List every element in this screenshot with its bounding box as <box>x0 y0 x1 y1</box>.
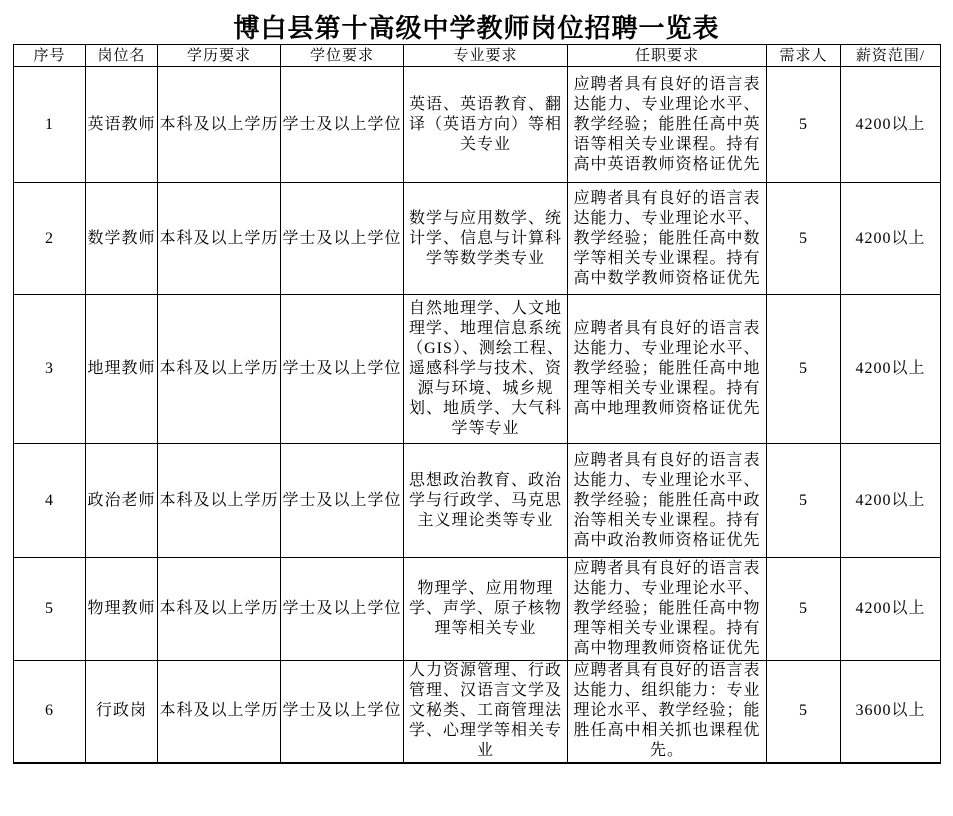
cell-major: 自然地理学、人文地理学、地理信息系统（GIS）、测绘工程、遥感科学与技术、资源与环境、城乡规划、地质学、大气科学等专业 <box>404 295 568 444</box>
page-title: 博白县第十高级中学教师岗位招聘一览表 <box>233 13 720 43</box>
cell-degree: 学士及以上学位 <box>281 444 404 558</box>
cell-headcount: 5 <box>767 295 841 444</box>
table-row <box>14 661 941 763</box>
col-header-education: 学历要求 <box>158 45 281 67</box>
cell-degree: 学士及以上学位 <box>281 661 404 763</box>
table-row <box>14 295 941 444</box>
cell-position: 地理教师 <box>86 295 158 444</box>
cell-degree: 学士及以上学位 <box>281 558 404 661</box>
table-row <box>14 67 941 183</box>
cell-major: 思想政治教育、政治学与行政学、马克思主义理论类等专业 <box>404 444 568 558</box>
cell-position: 物理教师 <box>86 558 158 661</box>
table-row <box>14 558 941 661</box>
cell-index: 3 <box>14 295 86 444</box>
cell-education: 本科及以上学历 <box>158 295 281 444</box>
cell-headcount: 5 <box>767 67 841 183</box>
cell-major: 人力资源管理、行政管理、汉语言文学及文秘类、工商管理法学、心理学等相关专业 <box>404 661 568 763</box>
col-header-index: 序号 <box>14 45 86 67</box>
table-header-row <box>14 45 941 67</box>
cell-major: 英语、英语教育、翻译（英语方向）等相关专业 <box>404 67 568 183</box>
cell-index: 6 <box>14 661 86 763</box>
cell-major: 数学与应用数学、统计学、信息与计算科学等数学类专业 <box>404 183 568 295</box>
cell-headcount: 5 <box>767 661 841 763</box>
cell-education: 本科及以上学历 <box>158 67 281 183</box>
cell-duty: 应聘者具有良好的语言表达能力、专业理论水平、教学经验；能胜任高中数学等相关专业课程。持有高中数学教师资格证优先 <box>568 183 767 295</box>
cell-position: 英语教师 <box>86 67 158 183</box>
table-row <box>14 183 941 295</box>
cell-index: 2 <box>14 183 86 295</box>
recruitment-table <box>13 44 941 764</box>
cell-index: 4 <box>14 444 86 558</box>
cell-duty: 应聘者具有良好的语言表达能力、专业理论水平、教学经验；能胜任高中地理等相关专业课程。持有高中地理教师资格证优先 <box>568 295 767 444</box>
cell-education: 本科及以上学历 <box>158 183 281 295</box>
cell-salary: 3600以上 <box>841 661 941 763</box>
cell-duty: 应聘者具有良好的语言表达能力、专业理论水平、教学经验；能胜任高中英语等相关专业课程。持有高中英语教师资格证优先 <box>568 67 767 183</box>
cell-position: 政治老师 <box>86 444 158 558</box>
cell-duty: 应聘者具有良好的语言表达能力、组织能力：专业理论水平、教学经验；能胜任高中相关抓也课程优先。 <box>568 661 767 763</box>
cell-headcount: 5 <box>767 183 841 295</box>
cell-headcount: 5 <box>767 558 841 661</box>
cell-headcount: 5 <box>767 444 841 558</box>
col-header-degree: 学位要求 <box>281 45 404 67</box>
cell-index: 1 <box>14 67 86 183</box>
cell-duty: 应聘者具有良好的语言表达能力、专业理论水平、教学经验；能胜任高中物理等相关专业课程。持有高中物理教师资格证优先 <box>568 558 767 661</box>
cell-duty: 应聘者具有良好的语言表达能力、专业理论水平、教学经验；能胜任高中政治等相关专业课程。持有高中政治教师资格证优先 <box>568 444 767 558</box>
cell-salary: 4200以上 <box>841 67 941 183</box>
col-header-major: 专业要求 <box>404 45 568 67</box>
cell-index: 5 <box>14 558 86 661</box>
cell-salary: 4200以上 <box>841 558 941 661</box>
cell-degree: 学士及以上学位 <box>281 67 404 183</box>
cell-salary: 4200以上 <box>841 183 941 295</box>
cell-degree: 学士及以上学位 <box>281 183 404 295</box>
cell-major: 物理学、应用物理学、声学、原子核物理等相关专业 <box>404 558 568 661</box>
cell-education: 本科及以上学历 <box>158 661 281 763</box>
col-header-position: 岗位名 <box>86 45 158 67</box>
col-header-headcount: 需求人 <box>767 45 841 67</box>
cell-degree: 学士及以上学位 <box>281 295 404 444</box>
cell-salary: 4200以上 <box>841 295 941 444</box>
table-row <box>14 444 941 558</box>
col-header-duty: 任职要求 <box>568 45 767 67</box>
cell-position: 行政岗 <box>86 661 158 763</box>
cell-salary: 4200以上 <box>841 444 941 558</box>
col-header-salary: 薪资范围/ <box>841 45 941 67</box>
cell-position: 数学教师 <box>86 183 158 295</box>
cell-education: 本科及以上学历 <box>158 444 281 558</box>
cell-education: 本科及以上学历 <box>158 558 281 661</box>
